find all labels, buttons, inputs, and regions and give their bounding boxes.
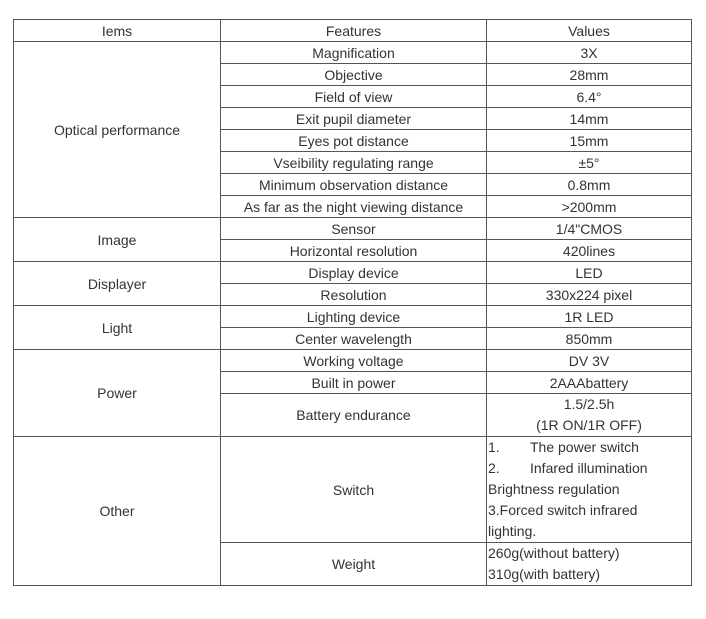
feature-cell: Display device	[221, 262, 487, 284]
header-features: Features	[221, 20, 487, 42]
switch-line-5: lighting.	[488, 523, 537, 539]
header-items: Iems	[14, 20, 221, 42]
group-light: Light	[14, 306, 221, 350]
group-image: Image	[14, 218, 221, 262]
feature-cell: Weight	[221, 543, 487, 586]
feature-cell: Battery endurance	[221, 394, 487, 437]
value-cell	[487, 394, 692, 437]
feature-cell: Minimum observation distance	[221, 174, 487, 196]
value-cell: 3X	[487, 42, 692, 64]
table-row	[14, 437, 692, 543]
group-power: Power	[14, 350, 221, 437]
feature-cell: Exit pupil diameter	[221, 108, 487, 130]
value-cell-switch	[487, 437, 692, 543]
feature-cell: Objective	[221, 64, 487, 86]
value-cell: 2AAAbattery	[487, 372, 692, 394]
feature-cell: Lighting device	[221, 306, 487, 328]
weight-line-2: 310g(with battery)	[488, 566, 601, 582]
value-cell-weight	[487, 543, 692, 586]
feature-cell: Horizontal resolution	[221, 240, 487, 262]
value-cell: ±5°	[487, 152, 692, 174]
value-cell: 850mm	[487, 328, 692, 350]
table-row	[14, 262, 692, 284]
feature-cell: Sensor	[221, 218, 487, 240]
feature-cell: Center wavelength	[221, 328, 487, 350]
value-cell: 1/4"CMOS	[487, 218, 692, 240]
weight-line-1: 260g(without battery)	[488, 545, 620, 561]
switch-line-4: 3.Forced switch infrared	[488, 502, 638, 518]
group-displayer: Displayer	[14, 262, 221, 306]
table-row	[14, 350, 692, 372]
feature-cell: As far as the night viewing distance	[221, 196, 487, 218]
value-cell: DV 3V	[487, 350, 692, 372]
value-cell: 330x224 pixel	[487, 284, 692, 306]
table-row	[14, 218, 692, 240]
value-cell: 0.8mm	[487, 174, 692, 196]
value-cell: 14mm	[487, 108, 692, 130]
battery-endurance-mode: (1R ON/1R OFF)	[536, 417, 642, 433]
value-cell: 1R LED	[487, 306, 692, 328]
battery-endurance-hours: 1.5/2.5h	[563, 396, 615, 412]
switch-line-3: Brightness regulation	[488, 481, 620, 497]
value-cell: LED	[487, 262, 692, 284]
header-values: Values	[487, 20, 692, 42]
group-other: Other	[14, 437, 221, 586]
switch-line-2: 2. Infared illumination	[488, 460, 648, 476]
table-row	[14, 306, 692, 328]
group-optical-performance: Optical performance	[14, 42, 221, 218]
feature-cell: Resolution	[221, 284, 487, 306]
value-cell: 28mm	[487, 64, 692, 86]
feature-cell: Built in power	[221, 372, 487, 394]
feature-cell: Magnification	[221, 42, 487, 64]
feature-cell: Switch	[221, 437, 487, 543]
feature-cell: Field of view	[221, 86, 487, 108]
feature-cell: Working voltage	[221, 350, 487, 372]
value-cell: 15mm	[487, 130, 692, 152]
feature-cell: Vseibility regulating range	[221, 152, 487, 174]
header-row	[14, 20, 692, 42]
table-row	[14, 42, 692, 64]
switch-line-1: 1. The power switch	[488, 439, 639, 455]
value-cell: 6.4°	[487, 86, 692, 108]
feature-cell: Eyes pot distance	[221, 130, 487, 152]
value-cell: >200mm	[487, 196, 692, 218]
value-cell: 420lines	[487, 240, 692, 262]
specifications-table	[13, 19, 692, 586]
